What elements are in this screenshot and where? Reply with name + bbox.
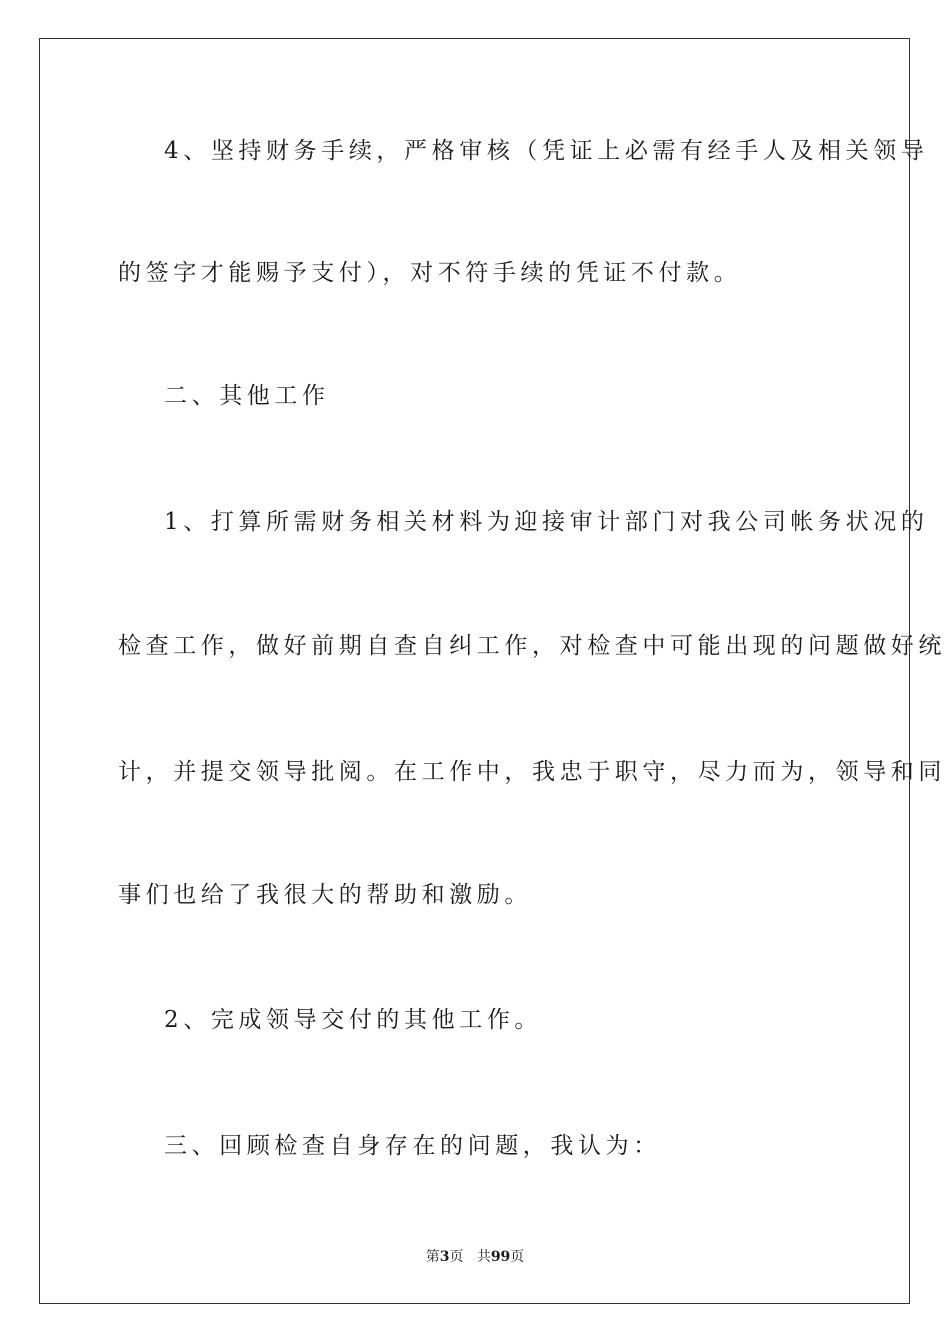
- footer-total-number: 99: [490, 1249, 511, 1265]
- section-heading-review: 三、回顾检查自身存在的问题，我认为：: [164, 1133, 661, 1159]
- paragraph-line-6: 事们也给了我很大的帮助和激励。: [118, 882, 532, 908]
- footer-page-number: 3: [439, 1249, 450, 1265]
- paragraph-line-2: 的签字才能赐予支付），对不符手续的凭证不付款。: [118, 260, 742, 286]
- paragraph-line-5: 计，并提交领导批阅。在工作中，我忠于职守，尽力而为，领导和同: [118, 759, 946, 785]
- section-heading-other-work: 二、其他工作: [164, 383, 330, 409]
- footer-page-prefix: 第: [425, 1249, 440, 1265]
- footer-page-suffix: 页: [449, 1249, 464, 1265]
- footer-total-suffix: 页: [510, 1249, 525, 1265]
- paragraph-line-1: 4、坚持财务手续，严格审核（凭证上必需有经手人及相关领导: [164, 138, 929, 164]
- page-footer: [0, 1248, 950, 1266]
- paragraph-line-3: 1、打算所需财务相关材料为迎接审计部门对我公司帐务状况的: [164, 509, 929, 535]
- paragraph-line-7: 2、完成领导交付的其他工作。: [164, 1007, 543, 1033]
- page-border: [39, 38, 910, 1304]
- footer-total-prefix: 共: [476, 1249, 491, 1265]
- paragraph-line-4: 检查工作，做好前期自查自纠工作，对检查中可能出现的问题做好统: [118, 633, 946, 659]
